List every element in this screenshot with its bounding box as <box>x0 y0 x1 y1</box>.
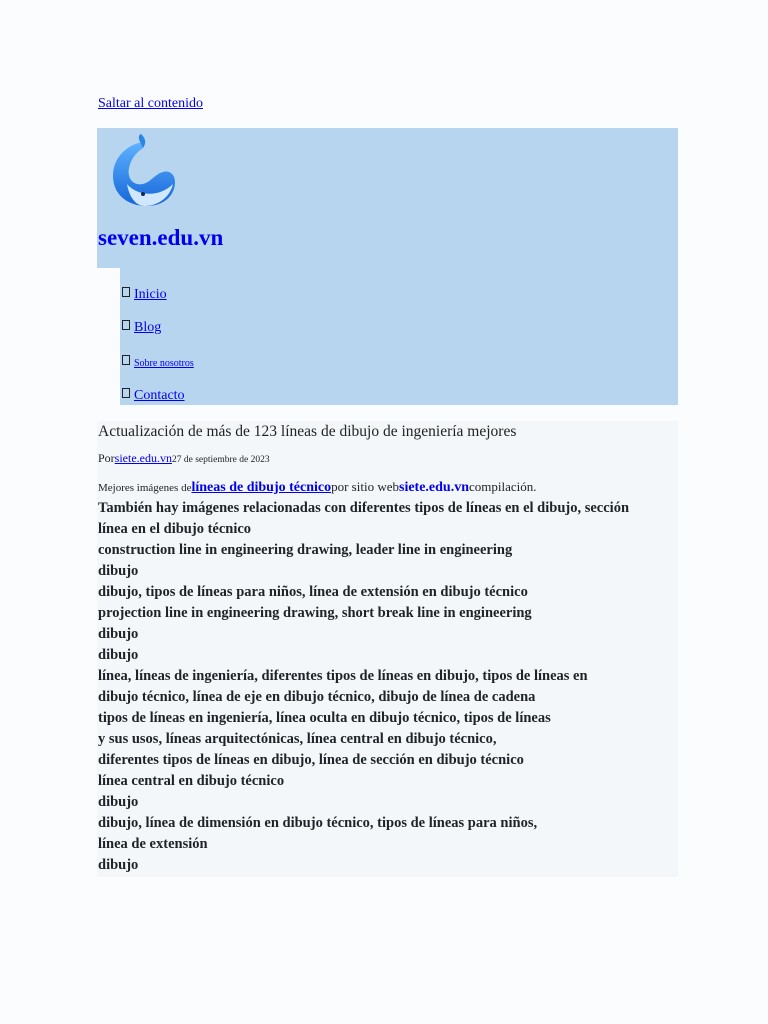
skip-to-content-link[interactable]: Saltar al contenido <box>98 96 203 111</box>
nav-item-contacto[interactable] <box>122 388 185 404</box>
related-line: diferentes tipos de líneas en dibujo, línea de sección en dibujo técnico <box>98 752 524 768</box>
post-lead <box>98 479 537 496</box>
site-header <box>97 128 678 268</box>
related-line: dibujo <box>98 857 139 873</box>
related-line: dibujo <box>98 647 139 663</box>
nav-link-inicio[interactable]: Inicio <box>134 287 167 302</box>
related-line: construction line in engineering drawing, leader line in engineering <box>98 542 513 558</box>
post-meta <box>98 451 270 466</box>
post-date: 27 de septiembre de 2023 <box>172 455 270 465</box>
author-link[interactable]: siete.edu.vn <box>114 451 172 465</box>
related-line: dibujo <box>98 794 139 810</box>
nav-link-sobre-nosotros[interactable]: Sobre nosotros <box>134 358 194 369</box>
related-line: dibujo <box>98 626 139 642</box>
related-line: dibujo técnico, línea de eje en dibujo técnico, dibujo de línea de cadena <box>98 689 536 705</box>
post-title: Actualización de más de 123 líneas de dibujo de ingeniería mejores <box>98 423 517 440</box>
lead-web: web <box>374 479 399 494</box>
menu-bullet-icon <box>122 320 130 330</box>
by-prefix: Por <box>98 451 115 465</box>
menu-bullet-icon <box>122 388 130 398</box>
related-line: línea de extensión <box>98 836 208 852</box>
nav-item-inicio[interactable] <box>122 287 167 303</box>
lead-suffix: compilación <box>469 479 534 494</box>
related-line: línea central en dibujo técnico <box>98 773 285 789</box>
nav-link-contacto[interactable]: Contacto <box>134 388 185 403</box>
lead-site: siete.edu.vn <box>399 480 469 495</box>
lead-dot: . <box>533 479 537 494</box>
menu-bullet-icon <box>122 355 130 365</box>
related-line: dibujo, tipos de líneas para niños, línea de extensión en dibujo técnico <box>98 584 528 600</box>
related-line: línea en el dibujo técnico <box>98 521 252 537</box>
related-line: línea, líneas de ingeniería, diferentes tipos de líneas en dibujo, tipos de líneas en <box>98 668 588 684</box>
nav-link-blog[interactable]: Blog <box>134 320 162 335</box>
related-line: También hay imágenes relacionadas con diferentes tipos de líneas en el dibujo, sección <box>98 500 630 516</box>
related-line: dibujo <box>98 563 139 579</box>
main-navigation <box>120 268 678 405</box>
lead-prefix: Mejores imágenes de <box>98 482 192 494</box>
lead-topic-link[interactable]: líneas de dibujo técnico <box>191 480 332 495</box>
related-line: dibujo, línea de dimensión en dibujo técnico, tipos de líneas para niños, <box>98 815 538 831</box>
main-content <box>97 421 678 877</box>
nav-item-sobre-nosotros[interactable] <box>122 356 194 369</box>
site-title-link[interactable]: seven.edu.vn <box>98 225 224 250</box>
menu-bullet-icon <box>122 287 130 297</box>
nav-item-blog[interactable] <box>122 320 161 336</box>
related-line: y sus usos, líneas arquitectónicas, línea central en dibujo técnico, <box>98 731 497 747</box>
related-lines <box>98 498 629 876</box>
related-line: projection line in engineering drawing, short break line in engineering <box>98 605 532 621</box>
lead-mid: por sitio <box>331 479 375 494</box>
related-line: tipos de líneas en ingeniería, línea oculta en dibujo técnico, tipos de líneas <box>98 710 551 726</box>
whale-logo-icon[interactable] <box>107 134 177 210</box>
